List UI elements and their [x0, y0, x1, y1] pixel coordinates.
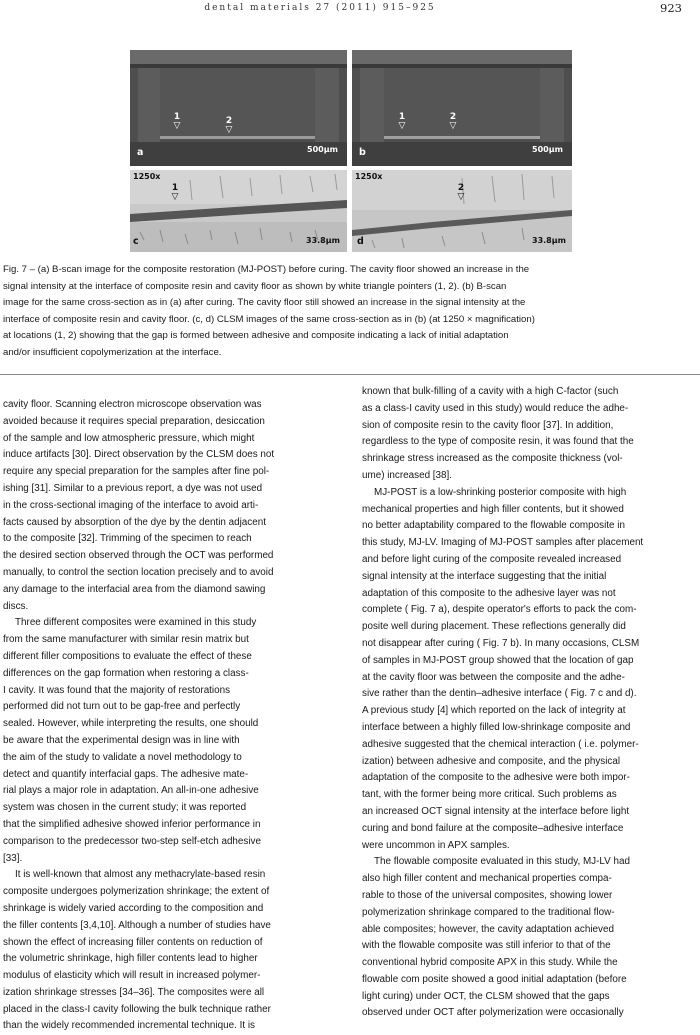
caption-line: interface of composite resin and cavity floor. (c, d) CLSM images of the same cross-section as in (b) (at 1250 × magnification): [3, 313, 535, 325]
caption-line: and/or insufficient copolymerization at the interface.: [3, 346, 222, 358]
text-line: Three different composites were examined in this study: [15, 617, 257, 629]
text-line: known that bulk-filling of a cavity with a high C-factor (such: [362, 386, 619, 397]
pointer-1-c: 1 ▽: [171, 183, 179, 202]
text-line: induce artifacts [30]. Direct observation by the CLSM does not: [3, 449, 275, 461]
text-line: flowable com posite showed a good initial adaptation (before: [362, 973, 627, 985]
text-line: than the widely recommended incremental technique. It is: [3, 1020, 255, 1032]
journal-citation: dental materials 27 (2011) 915–925: [204, 3, 436, 13]
running-header: [0, 0, 700, 18]
pointer-1-b: 1 ▽: [398, 112, 406, 131]
text-line: that the simplified adhesive showed inferior performance in: [3, 818, 261, 830]
text-line: as a class-I cavity used in this study) would reduce the adhe-: [362, 402, 629, 414]
text-line: sion of composite resin to the cavity floor [37]. In addition,: [362, 419, 614, 431]
magnification-label-d: 1250x: [355, 172, 383, 181]
text-line: tant, with the former being more critical. Such problems as: [362, 789, 617, 801]
text-line: in the cross-sectional imaging of the interface to avoid arti-: [3, 499, 259, 511]
panel-label-d: d: [357, 236, 364, 247]
text-line: of samples in MJ-POST group showed that the location of gap: [362, 654, 634, 666]
text-line: adaptation of this composite to the adhesive layer was not: [362, 587, 616, 599]
pointer-2-b: 2 ▽: [449, 112, 457, 131]
text-line: polymerization shrinkage compared to the traditional flow-: [362, 906, 615, 918]
text-line: ishing [31]. Similar to a previous report, a dye was not used: [3, 482, 263, 494]
pointer-1-a: 1 ▽: [173, 112, 181, 131]
text-line: shrinkage is widely varied according to the composition and: [3, 902, 264, 914]
text-line: avoided because it requires special preparation, desiccation: [3, 415, 265, 427]
text-line: mechanical properties and high filler contents, but it showed: [362, 503, 624, 515]
text-line: sealed. However, while interpreting the results, one should: [3, 718, 259, 730]
text-line: differences on the gap formation when restoring a class-: [3, 667, 249, 679]
figure-caption: [3, 262, 693, 361]
text-line: this study, MJ-LV. Imaging of MJ-POST samples after placement: [362, 537, 644, 549]
figure-panel-d: [352, 170, 572, 252]
text-line: the volumetric shrinkage, high filler contents lead to higher: [3, 953, 258, 965]
text-line: modulus of elasticity which will result in increased polymer-: [3, 970, 261, 982]
text-line: the aim of the study to validate a novel methodology to: [3, 751, 242, 763]
panel-label-a: a: [137, 147, 144, 158]
text-line: to the composite [32]. Trimming of the specimen to reach: [3, 533, 252, 545]
text-line: light curing) under OCT, the CLSM showed that the gaps: [362, 990, 610, 1002]
scale-bar-c: 33.8µm: [306, 236, 340, 245]
text-line: placed in the class-I cavity following the bulk technique rather: [3, 1003, 271, 1015]
text-line: with the flowable composite was still inferior to that of the: [362, 940, 611, 952]
text-line: also high filler content and mechanical properties compa-: [362, 873, 612, 885]
text-line: ization shrinkage stresses [34–36]. The composites were all: [3, 986, 265, 998]
text-line: be aware that the experimental design was in line with: [3, 734, 240, 746]
scale-bar-d: 33.8µm: [532, 236, 566, 245]
text-line: and before light curing of the composite revealed increased: [362, 553, 622, 565]
figure-7: [130, 50, 572, 252]
text-line: The flowable composite evaluated in this study, MJ-LV had: [374, 856, 630, 868]
text-line: performed did not turn out to be gap-free and perfectly: [3, 701, 241, 713]
text-line: ume) increased [38].: [362, 469, 453, 481]
text-line: observed under OCT after polymerization were occasionally: [362, 1007, 624, 1019]
text-line: interface between a highly filled low-shrinkage composite and: [362, 721, 631, 733]
text-line: adhesive suggested that the chemical interaction ( i.e. polymer-: [362, 738, 639, 750]
text-line: any damage to the interfacial area from the diamond sawing: [3, 583, 266, 595]
figure-panel-c: [130, 170, 347, 252]
text-line: require any special preparation for the samples after fine pol-: [3, 466, 270, 478]
text-line: shrinkage stress increased as the composite thickness (vol-: [362, 453, 623, 465]
text-line: not disappear after curing ( Fig. 7 b). In many occasions, CLSM: [362, 637, 640, 649]
text-line: regardless to the type of composite resin, it was found that the: [362, 436, 634, 448]
text-line: adaptation of the composite to the adhesive were both impor-: [362, 772, 630, 784]
magnification-label-c: 1250x: [133, 172, 161, 181]
right-text-column: [362, 384, 694, 1022]
pointer-2-a: 2 ▽: [225, 116, 233, 135]
text-line: discs.: [3, 600, 29, 612]
text-line: shown the effect of increasing filler contents on reduction of: [3, 936, 263, 948]
text-line: of the sample and low atmospheric pressure, which might: [3, 432, 255, 444]
text-line: [33].: [3, 852, 23, 864]
text-line: composite undergoes polymerization shrinkage; the extent of: [3, 886, 270, 898]
text-line: A previous study [4] which reported on the lack of integrity at: [362, 705, 626, 717]
text-line: posite well during placement. These reflections generally did: [362, 621, 626, 633]
panel-label-b: b: [359, 147, 366, 158]
figure-panel-a: [130, 50, 347, 166]
text-line: manually, to control the section location precisely and to avoid: [3, 566, 274, 578]
text-line: sive rather than the dentin–adhesive interface ( Fig. 7 c and d).: [362, 688, 637, 700]
caption-line: image for the same cross-section as in (a) after curing. The cavity floor still showed an increase in the signal intensity at the: [3, 297, 526, 308]
text-line: curing and bond failure at the composite–adhesive interface: [362, 822, 624, 834]
caption-line: at locations (1, 2) showing that the gap is formed between adhesive and composite indicating a lack of initial adaptation: [3, 330, 509, 341]
caption-line: signal intensity at the interface of composite resin and cavity floor as shown by white triangle pointers (1, 2). (b) B-scan: [3, 280, 507, 292]
text-line: cavity floor. Scanning electron microscope observation was: [3, 399, 262, 410]
text-line: different filler compositions to evaluate the effect of these: [3, 650, 252, 662]
pointer-2-d: 2 ▽: [457, 183, 465, 202]
text-line: the desired section observed through the OCT was performed: [3, 550, 274, 562]
text-line: were uncommon in APX samples.: [362, 839, 510, 851]
page-number: 923: [660, 1, 682, 15]
text-line: the filler contents [3,4,10]. Although a number of studies have: [3, 919, 271, 931]
left-text-column: [3, 397, 321, 1035]
text-line: rial plays a major role in adaptation. An all-in-one adhesive: [3, 785, 259, 797]
text-line: facts caused by absorption of the dye by the dentin adjacent: [3, 516, 266, 528]
text-line: ization) between adhesive and composite, and the physical: [362, 755, 621, 767]
section-divider: [0, 374, 700, 375]
text-line: rable to those of the universal composites, showing lower: [362, 889, 613, 901]
text-line: conventional hybrid composite APX in this study. While the: [362, 957, 618, 969]
text-line: from the same manufacturer with similar resin matrix but: [3, 634, 249, 646]
caption-line: Fig. 7 – (a) B-scan image for the composite restoration (MJ-POST) before curing. The cavity floor showed an increase in the: [3, 264, 530, 275]
panel-label-c: c: [133, 236, 139, 247]
text-line: an increased OCT signal intensity at the interface before light: [362, 805, 630, 817]
text-line: I cavity. It was found that the majority of restorations: [3, 684, 231, 696]
figure-panel-b: [352, 50, 572, 166]
text-line: MJ-POST is a low-shrinking posterior composite with high: [374, 486, 627, 498]
text-line: complete ( Fig. 7 a), despite operator's efforts to pack the com-: [362, 604, 637, 616]
scale-bar-b: 500µm: [532, 145, 563, 154]
text-line: signal intensity at the interface suggesting that the initial: [362, 570, 607, 582]
text-line: It is well-known that almost any methacrylate-based resin: [15, 869, 266, 881]
scale-bar-a: 500µm: [307, 145, 338, 154]
text-line: detect and quantify interfacial gaps. The adhesive mate-: [3, 768, 249, 780]
text-line: system was chosen in the current study; it was reported: [3, 802, 247, 814]
text-line: comparison to the predecessor two-step self-etch adhesive: [3, 835, 261, 847]
text-line: able composites; however, the cavity adaptation achieved: [362, 923, 614, 935]
text-line: at the cavity floor was between the composite and the adhe-: [362, 671, 625, 683]
text-line: no better adaptability compared to the flowable composite in: [362, 520, 625, 532]
